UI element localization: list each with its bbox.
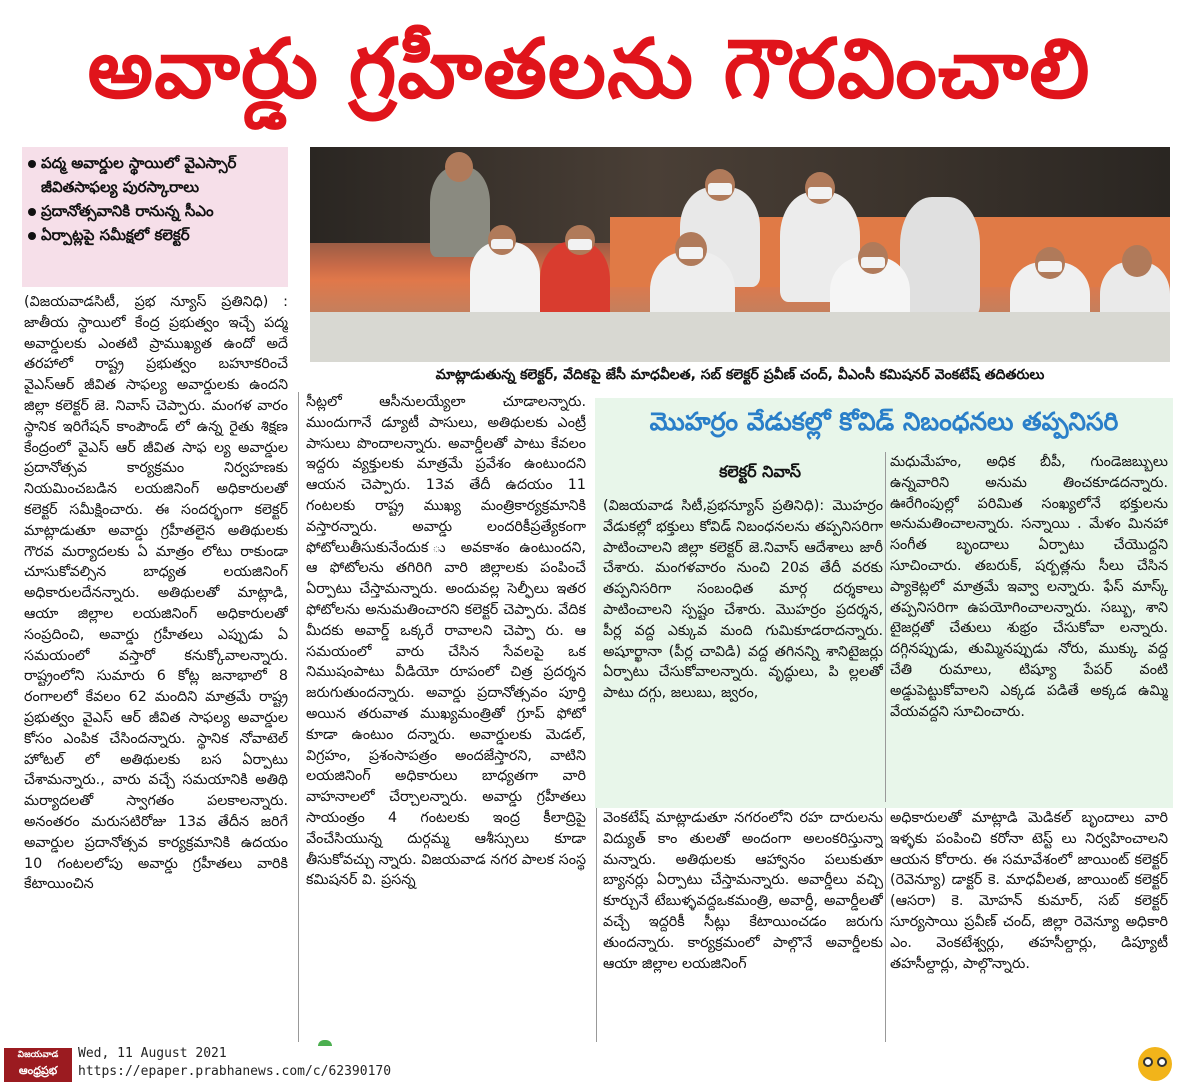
edition-date: Wed, 11 August 2021 bbox=[78, 1046, 227, 1061]
news-photo bbox=[310, 147, 1170, 362]
sub-headline: మొహర్రం వేడుకల్లో కోవిడ్ నిబంధనలు తప్పనిసరి bbox=[649, 407, 1119, 436]
byline: కలెక్టర్ నివాస్ bbox=[719, 462, 801, 481]
highlight-1-cont: జీవితసాఫల్య పురస్కారాలు bbox=[41, 178, 200, 196]
headline: అవార్డు గ్రహీతలను గౌరవించాలి bbox=[87, 22, 1091, 117]
bullet-icon bbox=[28, 232, 36, 240]
bullet-icon bbox=[28, 160, 36, 168]
highlights-box bbox=[22, 147, 288, 287]
highlight-1: పద్మ అవార్డుల స్థాయిలో వైఎస్సార్ bbox=[28, 151, 282, 175]
page-marker bbox=[318, 1040, 332, 1046]
photo-caption: మాట్లాడుతున్న కలెక్టర్, వేదికపై జేసీ మాధవీలత, సబ్ కలెక్టర్ ప్రవీణ్ చంద్, వీఎంసీ కమిషనర్ వెంకటేష్ తదితరులు bbox=[435, 367, 1045, 383]
highlight-2: ప్రదానోత్సవానికి రానున్న సీఎం bbox=[28, 199, 282, 223]
owl-logo-icon bbox=[1138, 1047, 1172, 1081]
article-column-2: సీట్లలో ఆసీనులయ్యేలా చూడాలన్నారు. ముందుగానే డ్యూటీ పాసులు, అతిథులకు ఎంట్రీ పాసులు పొందాలన్నారు. అవార్డీలతో పాటు కేవలం ఇద్దరు వ్యక్తులకు మాత్రమే ప్రవేశం ఉంటుందని ఆయన చెప్పారు. 13వ తేదీ ఉదయం 11 గంటలకు రాష్ట్ర ముఖ్య మంత్రికార్యక్రమానికి వస్తారన్నారు. అవార్డు లందరికీప్రత్యేకంగా ఫోటోలుతీసుకునేందుక ు అవకాశం ఉంటుందని, ఆ ఫోటోలను తగిరిగి వారి జిల్లాలకు పంపించే ఏర్పాటు చేస్తామన్నారు. అందువల్ల సెల్ఫీలు ఇతర ఫోటోలను అనుమతించారని కలెక్టర్ చెప్పారు. వేదిక మీదకు అవార్డ్ ఒక్కరే రావాలని చెప్పా రు. ఆ సమయంలో వారు చేసిన సేవలపై ఒక నిముషంపాటు వీడియో రూపంలో చిత్ర ప్రదర్శన జరుగుతుందన్నారు. అవార్డు ప్రదానోత్సవం పూర్తి అయిన తరువాత ముఖ్యమంత్రితో గ్రూప్ ఫోటో కూడా ఉంటుం దన్నారు. అవార్డులకు మెడల్, విగ్రహం, ప్రశంసాపత్రం అందజేస్తారని, వాటిని లయజినింగ్ అధికారులు బాధ్యతగా వారి వాహనాలలో చేర్చాలన్నారు. అవార్డు గ్రహీతలు సాయంత్రం 4 గంటలకు ఇంద్ర కీలాద్రిపై వేంచేసియున్న దుర్గమ్మ ఆశీస్సులు కూడా తీసుకోవచ్చు న్నారు. విజయవాడ నగర పాలక సంస్థ కమిషనర్ వి. ప్రసన్న bbox=[306, 394, 586, 889]
sub-article-column-1: (విజయవాడ సిటీ,ప్రభన్యూస్ ప్రతినిధి): మొహర్రం వేడుకల్లో భక్తులు కోవిడ్ నిబంధనలను తప్పనిసరిగా పాటించాలని జిల్లా కలెక్టర్ జె.నివాస్ ఆదేశాలు జారీ చేశారు. మంగళవారం నుంచి 20వ తేదీ వరకు తప్పనిసరిగా సంబంధిత మార్గ దర్శకాలు పాటించాలని స్పష్టం చేశారు. మొహర్రం ప్రదర్శన, పీర్ల వద్ద ఎక్కువ మంది గుమికూడరాదన్నారు. అషూర్ఖానా (పీర్ల చావిడి) వద్ద తగినన్ని శానిటైజర్లు ఏర్పాటు చేసుకోవాలన్నారు. వృద్ధులు, పి ల్లలతో పాటు దగ్గు, జలుబు, జ్వరం, bbox=[603, 498, 883, 702]
article-column-1: (విజయవాడసిటీ, ప్రభ న్యూస్ ప్రతినిధి) : జాతీయ స్థాయిలో కేంద్ర ప్రభుత్వం ఇచ్చే పద్మ అవార్డులకు ఎంతటి ప్రాముఖ్యత ఉందో అదే తరహాలో రాష్ట్ర ప్రభుత్వం బహూకరించే వైఎస్ఆర్ జీవిత సాఫల్య అవార్డులకు ఉందని జిల్లా కలెక్టర్ జె. నివాస్ చెప్పారు. మంగళ వారం స్థానిక ఇరిగేషన్ కాంపౌండ్ లో ఉన్న రైతు శిక్షణ కేంద్రంలో వైఎస్ ఆర్ జీవిత సాఫ ల్య అవార్డుల ప్రదానోత్సవ కార్యక్రమం నిర్వహణకు నియమించబడిన లయజినింగ్ అధికారులతో కలెక్టర్ సమీక్షించారు. ఈ సందర్భంగా కలెక్టర్ మాట్లాడుతూ అవార్డు గ్రహీతలైన అతిథులకు గౌరవ మర్యాదలకు ఏ మాత్రం లోటు రాకుండా చూసుకోవల్సిన బాధ్యత లయజినింగ్ అధికారులదేనన్నారు. అతిథులతో మాట్లాడి, ఆయా జిల్లాల లయజినింగ్ అధికారులతో సంప్రదించి, అవార్డు గ్రహీతలు ఎప్పుడు ఏ సమయంలో వస్తారో కనుక్కోవాలన్నారు. రాష్ట్రంలోని సుమారు 6 కోట్ల జనాభాలో 8 రంగాలలో కేవలం 62 మందిని మాత్రమే రాష్ట్ర ప్రభుత్వం వైఎస్ ఆర్ జీవిత సాఫల్య అవార్డుల కోసం ఎంపిక చేసిందన్నారు. స్థానిక నోవాటెల్ హోటల్ లో అతిథులకు బస ఏర్పాటు చేశామన్నారు., వారు వచ్చే సమయానికి అతిథి మర్యాదలతో స్వాగతం పలకాలన్నారు. అనంతరం మరుసటిరోజు 13వ తేదీన జరిగే అవార్డుల ప్రదానోత్సవ కార్యక్రమానికి ఉదయం 10 గంటలలోపు అవార్డు గ్రహీతలు వారికి కేటాయించిన bbox=[24, 294, 288, 893]
article-column-4: అధికారులతో మాట్లాడి మెడికల్ బృందాలు వారి ఇళ్ళకు పంపించి కరోనా టెస్ట్ లు నిర్వహించాలని ఆయన కోరారు. ఈ సమావేశంలో జాయింట్ కలెక్టర్ (రెవెన్యూ) డాక్టర్ కె. మాధవీలత, జాయింట్ కలెక్టర్ (ఆసరా) కె. మోహన్ కుమార్, సబ్ కలెక్టర్ సూర్యసాయి ప్రవీణ్ చంద్, జిల్లా రెవెన్యూ అధికారి ఎం. వెంకటేశ్వర్లు, తహసీల్దార్లు, డిప్యూటీ తహసీల్దార్లు, పాల్గొన్నారు. bbox=[890, 810, 1168, 972]
bullet-icon bbox=[28, 208, 36, 216]
sub-article-column-2: మధుమేహం, అధిక బీపీ, గుండెజబ్బులు ఉన్నవారిని అనుమ తించకూడదన్నారు. ఊరేగింపుల్లో పరిమిత సంఖ్యలోనే భక్తులను అనుమతించాలన్నారు. సన్నాయి . మేళం మినహా సంగీత బృందాలు ఏర్పాటు చేయొద్దని సూచించారు. తబరుక్, షర్బత్లను సీలు చేసిన ప్యాకెట్లలో మాత్రమే ఇవ్వా లన్నారు. ఫేస్ మాస్క్ తప్పనిసరిగా ఉపయోగించాలన్నారు. సబ్బు, శాని టైజర్లతో చేతులు శుభ్రం చేసుకోవా లన్నారు. దగ్గినప్పుడు, తుమ్మినప్పుడు నోరు, ముక్కు వద్ద చేతి రుమాలు, టిష్యూ పేపర్ వంటి అడ్డుపెట్టుకోవాలని ఎక్కడ పడితే అక్కడ ఉమ్మి వేయవద్దని సూచించారు. bbox=[890, 454, 1168, 720]
highlight-3: ఏర్పాట్లపై సమీక్షలో కలెక్టర్ bbox=[28, 223, 282, 247]
epaper-link[interactable]: https://epaper.prabhanews.com/c/62390170 bbox=[78, 1064, 392, 1079]
article-column-3: వెంకటేష్ మాట్లాడుతూ నగరంలోని రహ దారులను విద్యుత్ కాం తులతో అందంగా అలంకరిస్తున్నా మన్నారు. అతిథులకు ఆహ్వానం పలుకుతూ బ్యానర్లు ఏర్పాటు చేస్తామన్నారు. అవార్డీలు వచ్చి కూర్చునే టేబుళ్ళవద్దఒకమంత్రి, అవార్డీ, అవార్డీలతో వచ్చే ఇద్దరికీ సీట్లు కేటాయించడం జరుగు తుందన్నారు. కార్యక్రమంలో పాల్గొనే అవార్డీలకు ఆయా జిల్లాల లయజినింగ్ bbox=[603, 810, 883, 972]
newspaper-logo: విజయవాడ ఆంధ్రప్రభ bbox=[4, 1048, 72, 1082]
